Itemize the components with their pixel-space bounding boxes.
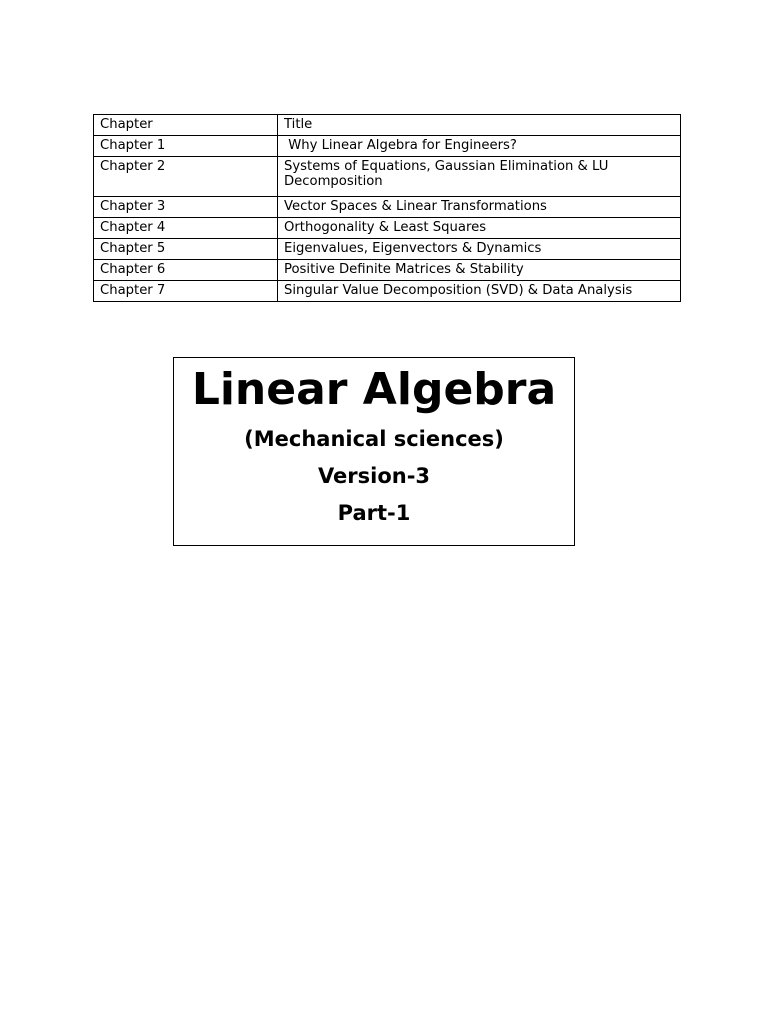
table-row <box>94 239 681 260</box>
title-cell: Eigenvalues, Eigenvectors & Dynamics <box>278 239 681 260</box>
header-title: Title <box>278 115 681 136</box>
title-cell: Orthogonality & Least Squares <box>278 218 681 239</box>
title-cell: Why Linear Algebra for Engineers? <box>278 136 681 157</box>
chapter-cell: Chapter 2 <box>94 157 278 197</box>
cover-title-box <box>173 357 575 546</box>
chapter-cell: Chapter 4 <box>94 218 278 239</box>
chapter-cell: Chapter 1 <box>94 136 278 157</box>
chapter-cell: Chapter 3 <box>94 197 278 218</box>
document-part: Part-1 <box>337 501 411 525</box>
header-chapter: Chapter <box>94 115 278 136</box>
table-row <box>94 260 681 281</box>
document-subtitle: (Mechanical sciences) <box>244 427 504 451</box>
chapter-cell: Chapter 7 <box>94 281 278 302</box>
table-row <box>94 157 681 197</box>
table-header-row <box>94 115 681 136</box>
chapter-cell: Chapter 6 <box>94 260 278 281</box>
table-of-contents <box>93 114 681 302</box>
title-cell: Vector Spaces & Linear Transformations <box>278 197 681 218</box>
document-title: Linear Algebra <box>191 364 557 415</box>
table-row <box>94 281 681 302</box>
title-cell: Singular Value Decomposition (SVD) & Data Analysis <box>278 281 681 302</box>
title-cell: Systems of Equations, Gaussian Elimination & LU Decomposition <box>278 157 681 197</box>
table-row <box>94 218 681 239</box>
table-row <box>94 136 681 157</box>
chapter-cell: Chapter 5 <box>94 239 278 260</box>
title-cell: Positive Definite Matrices & Stability <box>278 260 681 281</box>
document-version: Version-3 <box>317 464 431 488</box>
table-row <box>94 197 681 218</box>
